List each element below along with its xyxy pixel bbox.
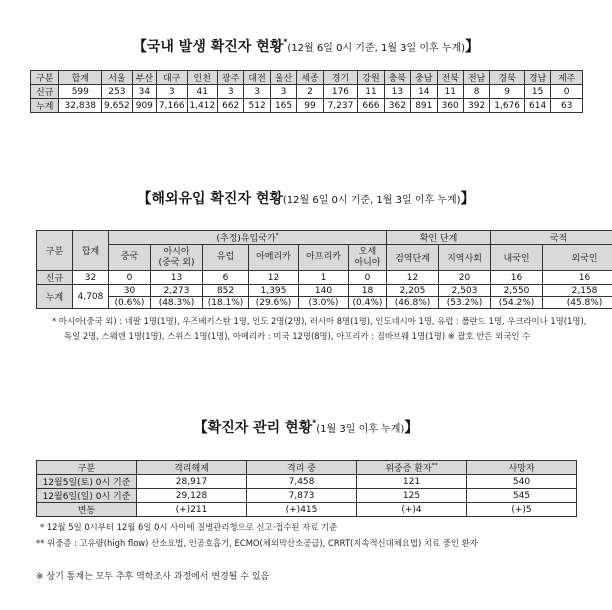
statistics-footer-note: ※ 상기 통계는 모두 추후 역학조사 과정에서 변경될 수 있음: [36, 572, 270, 582]
domestic-header-cell: 충북: [384, 71, 410, 85]
management-title-main: 【확진자 관리 현황: [193, 420, 313, 436]
overseas-h-check: 확인 단계: [387, 231, 491, 245]
domestic-cell: 3: [244, 85, 270, 99]
overseas-cum-cell: 2,550: [491, 285, 543, 297]
overseas-pct-cell: (54.2%): [491, 297, 543, 309]
domestic-cell: 362: [384, 99, 410, 113]
overseas-title-end: 】: [460, 191, 475, 207]
management-cell: 540: [467, 475, 577, 489]
overseas-note-2: 독일 2명, 스웨덴 1명(1명), 스위스 1명(1명), 아메리카 : 미국 12명(8명), 아프리카 : 짐바브웨 1명(1명) ※ 괄호 안은 외국인 수: [64, 331, 531, 341]
overseas-h-nat: 국적: [491, 231, 612, 245]
overseas-cum-cell: 18: [349, 285, 387, 297]
domestic-cell: 891: [411, 99, 437, 113]
management-header-cell: 격리 중: [247, 461, 357, 475]
overseas-origin-header: 아시아 (중국 외): [151, 245, 203, 271]
overseas-cum-cell: 2,205: [387, 285, 439, 297]
domestic-cell: 165: [270, 99, 296, 113]
domestic-cell: 512: [244, 99, 270, 113]
domestic-cell: 34: [132, 85, 156, 99]
overseas-pct-cell: (0.6%): [109, 297, 151, 309]
overseas-pct-cell: (3.0%): [299, 297, 349, 309]
overseas-origin-header: 아메리카: [249, 245, 299, 271]
overseas-pct-cell: (18.1%): [203, 297, 249, 309]
management-title-end: 】: [404, 420, 419, 436]
management-cell: (+)5: [467, 503, 577, 517]
management-cell: 121: [357, 475, 467, 489]
domestic-cell: 7,166: [157, 99, 187, 113]
domestic-cell: 8: [463, 85, 489, 99]
domestic-cell: 63: [551, 99, 583, 113]
management-title-sub: (1월 3일 이후 누계): [316, 424, 405, 435]
management-cell: 125: [357, 489, 467, 503]
domestic-cell: 599: [59, 85, 102, 99]
overseas-new-cell: 6: [203, 271, 249, 285]
domestic-cell: 662: [217, 99, 243, 113]
overseas-origin-header: 유럽: [203, 245, 249, 271]
overseas-nat-header: 외국인: [543, 245, 612, 271]
overseas-cum-total: 4,708: [73, 285, 109, 309]
management-cell: 7,873: [247, 489, 357, 503]
overseas-origin-header: 중국: [109, 245, 151, 271]
domestic-cell: 1,676: [490, 99, 525, 113]
domestic-cell: 176: [323, 85, 358, 99]
management-title: [0, 417, 612, 437]
management-row: [37, 475, 577, 489]
domestic-header-row: [31, 71, 583, 85]
domestic-header-cell: 경기: [323, 71, 358, 85]
overseas-cum-cell: 2,273: [151, 285, 203, 297]
overseas-title-sub: (12월 6일 0시 기준, 1월 3일 이후 누계): [282, 195, 461, 206]
management-header-cell: 구분: [37, 461, 137, 475]
overseas-check-header: 지역사회: [439, 245, 491, 271]
management-cell: (+)211: [137, 503, 247, 517]
overseas-note-1: * 아시아(중국 외) : 네팔 1명(1명), 우즈베키스탄 1명, 인도 2명(2명), 러시아 8명(1명), 인도네시아 1명, 유럽 : 폴란드 1명, 우크라이나 1명(1명),: [52, 316, 587, 326]
overseas-h-total: 합계: [73, 231, 109, 271]
overseas-new-cell: 1: [299, 271, 349, 285]
domestic-row: [31, 85, 583, 99]
domestic-cell: 253: [102, 85, 132, 99]
domestic-cell: 11: [358, 85, 384, 99]
domestic-row: [31, 99, 583, 113]
overseas-pct-cell: (46.8%): [387, 297, 439, 309]
domestic-cell: 9,652: [102, 99, 132, 113]
domestic-header-cell: 전남: [463, 71, 489, 85]
management-row-label: 변동: [37, 503, 137, 517]
domestic-cell: 360: [437, 99, 463, 113]
overseas-new-cell: 0: [109, 271, 151, 285]
overseas-cum-row: [37, 285, 612, 297]
overseas-h-origin-label: (추정)유입국가: [216, 234, 276, 244]
overseas-h-origin: [109, 231, 387, 245]
management-header-row: [37, 461, 577, 475]
domestic-cell: 14: [411, 85, 437, 99]
management-cell: 7,458: [247, 475, 357, 489]
management-cell: 545: [467, 489, 577, 503]
domestic-title-star: *: [283, 37, 288, 47]
overseas-pct-row: [37, 297, 612, 309]
management-cell: 29,128: [137, 489, 247, 503]
domestic-title: [0, 36, 612, 56]
domestic-cell: 11: [437, 85, 463, 99]
management-header-cell: 사망자: [467, 461, 577, 475]
overseas-new-cell: 12: [249, 271, 299, 285]
domestic-cell: 32,838: [59, 99, 102, 113]
overseas-pct-cell: (48.3%): [151, 297, 203, 309]
management-cell: 28,917: [137, 475, 247, 489]
domestic-title-sub: (12월 6일 0시 기준, 1월 3일 이후 누계): [287, 43, 466, 54]
domestic-cell: 3: [157, 85, 187, 99]
overseas-cum-label: 누계: [37, 285, 73, 309]
overseas-cum-cell: 140: [299, 285, 349, 297]
overseas-cum-cell: 2,158: [543, 285, 612, 297]
domestic-title-main: 【국내 발생 확진자 현황: [132, 39, 284, 55]
domestic-cell: 3: [217, 85, 243, 99]
overseas-new-cell: 20: [439, 271, 491, 285]
management-row-label: 12월6일(일) 0시 기준: [37, 489, 137, 503]
overseas-cum-cell: 30: [109, 285, 151, 297]
domestic-header-cell: 경남: [524, 71, 550, 85]
domestic-header-cell: 서울: [102, 71, 132, 85]
domestic-row-label: 누계: [31, 99, 59, 113]
domestic-cell: 7,237: [323, 99, 358, 113]
domestic-header-cell: 인천: [187, 71, 217, 85]
overseas-pct-cell: (0.4%): [349, 297, 387, 309]
domestic-cell: 909: [132, 99, 156, 113]
overseas-pct-cell: (29.6%): [249, 297, 299, 309]
domestic-cell: 666: [358, 99, 384, 113]
overseas-h-gubun: 구분: [37, 231, 73, 271]
overseas-check-header: 검역단계: [387, 245, 439, 271]
severe-star: **: [431, 462, 438, 469]
management-cell: (+)4: [357, 503, 467, 517]
domestic-table: [30, 70, 583, 113]
domestic-header-cell: 구분: [31, 71, 59, 85]
management-table: [36, 460, 577, 517]
domestic-cell: 3: [270, 85, 296, 99]
domestic-header-cell: 광주: [217, 71, 243, 85]
overseas-title-main: 【해외유입 확진자 현황: [137, 191, 283, 207]
domestic-cell: 15: [524, 85, 550, 99]
domestic-cell: 99: [297, 99, 323, 113]
domestic-header-cell: 전북: [437, 71, 463, 85]
domestic-cell: 1,412: [187, 99, 217, 113]
domestic-header-cell: 충남: [411, 71, 437, 85]
domestic-header-cell: 울산: [270, 71, 296, 85]
overseas-cum-cell: 852: [203, 285, 249, 297]
overseas-nat-header: 내국인: [491, 245, 543, 271]
domestic-header-cell: 세종: [297, 71, 323, 85]
management-row: [37, 503, 577, 517]
domestic-header-cell: 경북: [490, 71, 525, 85]
overseas-new-cell: 16: [543, 271, 612, 285]
overseas-cum-cell: 1,395: [249, 285, 299, 297]
overseas-pct-cell: (45.8%): [543, 297, 612, 309]
domestic-cell: 0: [551, 85, 583, 99]
management-note-1: * 12월 5일 0시부터 12월 6일 0시 사이에 질병관리청으로 신고·접수된 자료 기준: [40, 522, 338, 532]
domestic-cell: 41: [187, 85, 217, 99]
overseas-new-cell: 12: [387, 271, 439, 285]
management-header-cell: 위중증 환자**: [357, 461, 467, 475]
domestic-header-cell: 합계: [59, 71, 102, 85]
overseas-title: [0, 188, 612, 208]
domestic-header-cell: 대구: [157, 71, 187, 85]
overseas-h-origin-star: *: [275, 232, 279, 239]
overseas-new-label: 신규: [37, 271, 73, 285]
management-title-star: *: [312, 418, 317, 428]
overseas-cum-cell: 2,503: [439, 285, 491, 297]
domestic-header-cell: 대전: [244, 71, 270, 85]
overseas-subheader-row: [37, 245, 612, 271]
domestic-cell: 2: [297, 85, 323, 99]
management-cell: (+)415: [247, 503, 357, 517]
domestic-cell: 13: [384, 85, 410, 99]
management-note-2: ** 위중증 : 고유량(high flow) 산소요법, 인공호흡기, ECMO(체외막산소공급), CRRT(지속적신대체요법) 치료 중인 환자: [36, 538, 478, 548]
management-row-label: 12월5일(토) 0시 기준: [37, 475, 137, 489]
management-header-cell: 격리해제: [137, 461, 247, 475]
overseas-origin-header: 아프리카: [299, 245, 349, 271]
overseas-pct-cell: (53.2%): [439, 297, 491, 309]
management-row: [37, 489, 577, 503]
domestic-title-end: 】: [465, 39, 480, 55]
overseas-new-cell: 13: [151, 271, 203, 285]
overseas-origin-header: 오세 아니아: [349, 245, 387, 271]
overseas-new-cell: 16: [491, 271, 543, 285]
domestic-cell: 614: [524, 99, 550, 113]
overseas-new-cell: 0: [349, 271, 387, 285]
domestic-header-cell: 부산: [132, 71, 156, 85]
domestic-row-label: 신규: [31, 85, 59, 99]
overseas-table: [36, 230, 612, 309]
domestic-header-cell: 강원: [358, 71, 384, 85]
overseas-new-row: [37, 271, 612, 285]
domestic-cell: 9: [490, 85, 525, 99]
domestic-header-cell: 제주: [551, 71, 583, 85]
overseas-new-cell: 32: [73, 271, 109, 285]
domestic-cell: 392: [463, 99, 489, 113]
